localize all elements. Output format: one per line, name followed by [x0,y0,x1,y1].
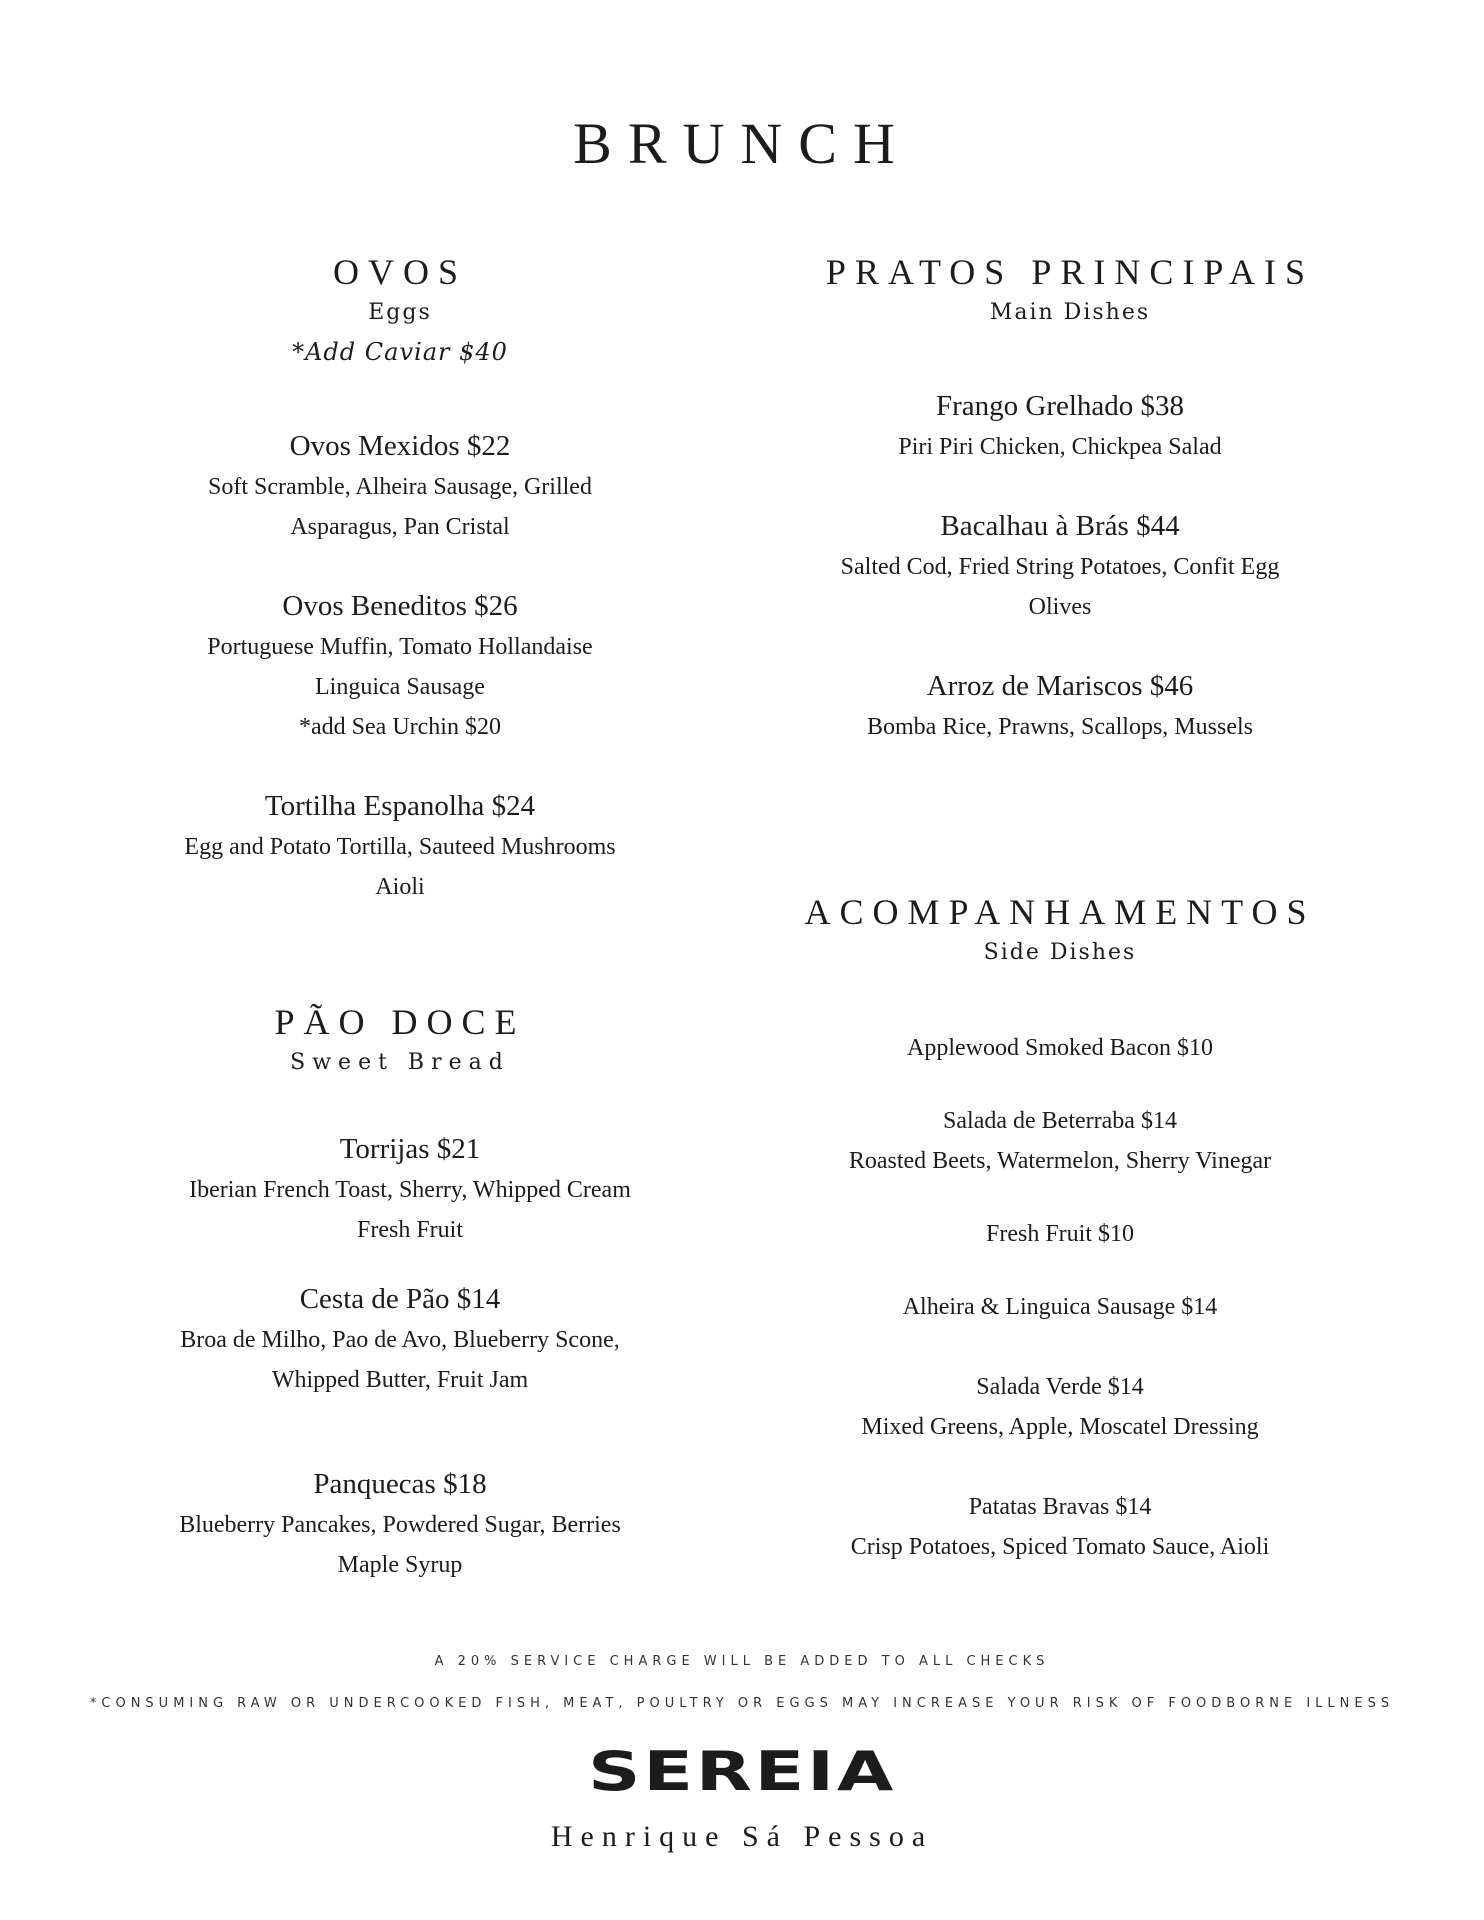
menu-item-arroz-de-mariscos [760,665,1360,747]
item-name: Patatas Bravas $14 [968,1494,1152,1520]
item-name: Ovos Beneditos $26 [282,590,518,622]
item-name: Alheira & Linguica Sausage $14 [902,1294,1218,1320]
pratos-heading: PRATOS PRINCIPAIS [825,252,1315,292]
item-name: Arroz de Mariscos $46 [926,670,1194,702]
item-desc: Iberian French Toast, Sherry, Whipped Cream [189,1177,631,1203]
item-desc: Bomba Rice, Prawns, Scallops, Mussels [867,714,1253,740]
item-desc: Olives [1028,594,1092,620]
item-desc: Roasted Beets, Watermelon, Sherry Vinegar [848,1148,1272,1174]
item-desc: Mixed Greens, Apple, Moscatel Dressing [861,1414,1259,1440]
pao-doce-section [100,1000,700,1082]
item-desc: *add Sea Urchin $20 [299,714,501,740]
item-name: Cesta de Pão $14 [299,1283,501,1315]
side-item-patatas-bravas [760,1487,1360,1567]
item-desc: Linguica Sausage [315,674,485,700]
pao-doce-subtitle: Sweet Bread [290,1050,510,1075]
item-name: Tortilha Espanolha $24 [264,790,536,822]
ovos-subtitle: Eggs [368,300,432,325]
item-name: Fresh Fruit $10 [985,1221,1134,1247]
menu-item-cesta-de-pao [100,1278,700,1400]
chef-name: Henrique Sá Pessoa [550,1820,934,1853]
item-name: Ovos Mexidos $22 [289,430,511,462]
item-name: Torrijas $21 [339,1133,481,1165]
menu-item-bacalhau-a-bras [760,505,1360,627]
side-item-salada-verde [760,1367,1360,1447]
menu-item-torrijas [110,1128,710,1250]
side-item-sausage [760,1287,1360,1327]
side-item-salada-de-beterraba [760,1101,1360,1181]
acompanhamentos-subtitle: Side Dishes [983,940,1137,965]
item-name: Frango Grelhado $38 [935,390,1185,422]
item-name: Panquecas $18 [313,1468,487,1500]
item-desc: Maple Syrup [337,1552,463,1578]
item-desc: Fresh Fruit [356,1217,463,1243]
menu-item-tortilha-espanolha [100,785,700,907]
menu-item-ovos-mexidos [100,425,700,547]
menu-item-ovos-beneditos [100,585,700,747]
menu-item-frango-grelhado [760,385,1360,467]
item-desc: Crisp Potatoes, Spiced Tomato Sauce, Aioli [850,1534,1270,1560]
item-desc: Portuguese Muffin, Tomato Hollandaise [207,634,593,660]
item-desc: Broa de Milho, Pao de Avo, Blueberry Scone, [180,1327,620,1353]
item-desc: Soft Scramble, Alheira Sausage, Grilled [208,474,592,500]
service-charge-note: A 20% SERVICE CHARGE WILL BE ADDED TO ALL CHECKS [434,1654,1050,1669]
item-name: Salada Verde $14 [976,1374,1144,1400]
item-name: Bacalhau à Brás $44 [940,510,1180,542]
sereia-logo: SEREIA [587,1740,896,1803]
acompanhamentos-heading: ACOMPANHAMENTOS [804,892,1316,932]
side-item-bacon [760,1028,1360,1068]
item-desc: Blueberry Pancakes, Powdered Sugar, Berries [179,1512,621,1538]
ovos-section [100,250,700,372]
acompanhamentos-section [760,890,1360,972]
side-item-fresh-fruit [760,1214,1360,1254]
page-title: BRUNCH [573,111,911,176]
pratos-section [770,250,1370,332]
item-desc: Egg and Potato Tortilla, Sauteed Mushrooms [184,834,616,860]
ovos-heading: OVOS [332,252,467,292]
item-name: Salada de Beterraba $14 [943,1108,1177,1134]
item-desc: Whipped Butter, Fruit Jam [271,1367,529,1393]
menu-item-panquecas [100,1463,700,1585]
item-name: Applewood Smoked Bacon $10 [907,1035,1213,1061]
item-desc: Aioli [375,874,425,900]
raw-food-warning: *CONSUMING RAW OR UNDERCOOKED FISH, MEAT, POULTRY OR EGGS MAY INCREASE YOUR RISK OF FOODBORNE ILLNESS [89,1696,1395,1711]
item-desc: Salted Cod, Fried String Potatoes, Confit Egg [840,554,1280,580]
ovos-caviar-note: *Add Caviar $40 [292,338,508,366]
pao-doce-heading: PÃO DOCE [274,1002,526,1042]
pratos-subtitle: Main Dishes [989,300,1151,325]
item-desc: Piri Piri Chicken, Chickpea Salad [898,434,1222,460]
item-desc: Asparagus, Pan Cristal [290,514,510,540]
